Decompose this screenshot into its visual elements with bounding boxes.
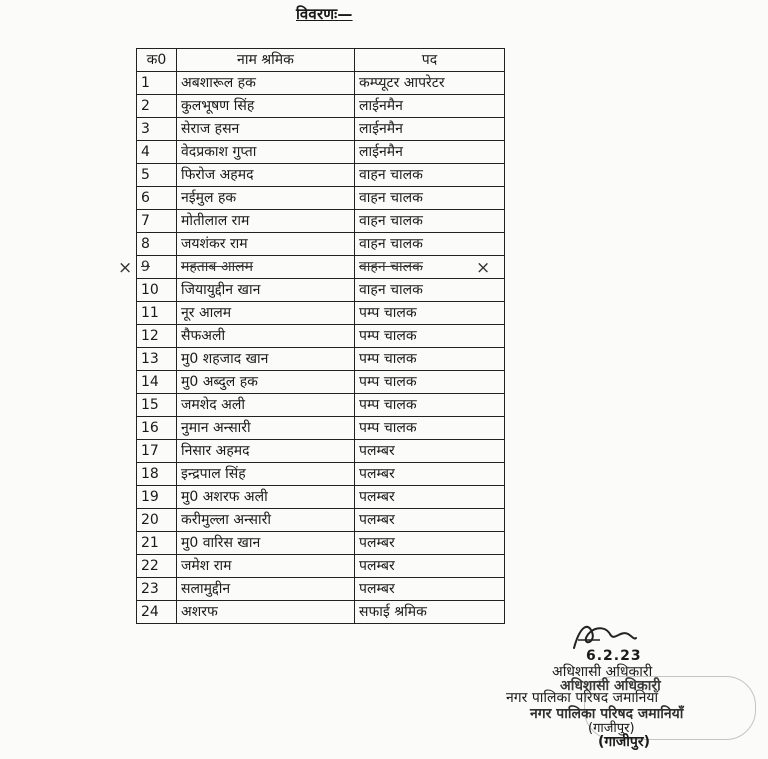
serial-cell: 19 <box>137 486 177 509</box>
serial-cell: 11 <box>137 302 177 325</box>
table-row <box>137 325 505 348</box>
worker-name-cell: अशरफ <box>177 601 355 624</box>
serial-cell: 15 <box>137 394 177 417</box>
signature-date: 6.2.23 <box>586 648 642 664</box>
post-cell: पलम्बर <box>355 486 505 509</box>
table-row <box>137 164 505 187</box>
serial-cell: 16 <box>137 417 177 440</box>
table-row <box>137 187 505 210</box>
stamp-office-line: नगर पालिका परिषद जमानियाँ <box>530 706 684 722</box>
worker-name-cell: सैफअली <box>177 325 355 348</box>
stamp-district-line: (गाजीपुर) <box>598 734 650 750</box>
signature-stamp-block <box>500 618 760 758</box>
serial-cell: 4 <box>137 141 177 164</box>
table-row <box>137 578 505 601</box>
post-cell: पम्प चालक <box>355 302 505 325</box>
post-cell: पलम्बर <box>355 509 505 532</box>
district-line: (गाजीपुर) <box>588 721 635 736</box>
worker-name-cell: नूर आलम <box>177 302 355 325</box>
post-cell: वाहन चालक <box>355 256 505 279</box>
table-row <box>137 302 505 325</box>
header-serial: क0 <box>137 49 177 72</box>
post-cell: वाहन चालक <box>355 279 505 302</box>
worker-name-cell: करीमुल्ला अन्सारी <box>177 509 355 532</box>
worker-name-cell: महताब आलम <box>177 256 355 279</box>
serial-cell: 22 <box>137 555 177 578</box>
stamp-designation-line: अधिशासी अधिकारी <box>560 678 661 694</box>
serial-cell: 24 <box>137 601 177 624</box>
worker-name-cell: सलामुद्दीन <box>177 578 355 601</box>
worker-name-cell: जयशंकर राम <box>177 233 355 256</box>
worker-name-cell: सेराज हसन <box>177 118 355 141</box>
table-row <box>137 555 505 578</box>
header-worker-name: नाम श्रमिक <box>177 49 355 72</box>
post-cell: पलम्बर <box>355 463 505 486</box>
worker-name-cell: जमशेद अली <box>177 394 355 417</box>
serial-cell: 10 <box>137 279 177 302</box>
post-cell: पलम्बर <box>355 532 505 555</box>
worker-name-cell: मोतीलाल राम <box>177 210 355 233</box>
post-cell: पलम्बर <box>355 555 505 578</box>
post-cell: वाहन चालक <box>355 233 505 256</box>
serial-cell: 2 <box>137 95 177 118</box>
table-row <box>137 601 505 624</box>
table-row <box>137 417 505 440</box>
serial-cell: 12 <box>137 325 177 348</box>
table-row <box>137 72 505 95</box>
worker-name-cell: कुलभूषण सिंह <box>177 95 355 118</box>
worker-table <box>136 48 505 624</box>
worker-name-cell: नईमुल हक <box>177 187 355 210</box>
serial-cell: 13 <box>137 348 177 371</box>
worker-name-cell: मु0 अब्दुल हक <box>177 371 355 394</box>
post-cell: लाईनमैन <box>355 118 505 141</box>
post-cell: पम्प चालक <box>355 417 505 440</box>
serial-cell: 6 <box>137 187 177 210</box>
table-row <box>137 371 505 394</box>
post-cell: वाहन चालक <box>355 187 505 210</box>
table-row <box>137 233 505 256</box>
worker-name-cell: इन्द्रपाल सिंह <box>177 463 355 486</box>
serial-cell: 3 <box>137 118 177 141</box>
serial-cell: 7 <box>137 210 177 233</box>
post-cell: सफाई श्रमिक <box>355 601 505 624</box>
table-row <box>137 486 505 509</box>
table-row <box>137 394 505 417</box>
post-cell: पलम्बर <box>355 440 505 463</box>
worker-name-cell: फिरोज अहमद <box>177 164 355 187</box>
serial-cell: 18 <box>137 463 177 486</box>
table-header-row <box>137 49 505 72</box>
header-post: पद <box>355 49 505 72</box>
worker-name-cell: अबशारूल हक <box>177 72 355 95</box>
designation-line: अधिशासी अधिकारी <box>552 664 653 680</box>
worker-name-cell: निसार अहमद <box>177 440 355 463</box>
serial-cell: 1 <box>137 72 177 95</box>
office-line: नगर पालिका परिषद जमानियाँ <box>506 690 659 706</box>
post-cell: लाईनमैन <box>355 141 505 164</box>
table-row <box>137 509 505 532</box>
serial-cell: 5 <box>137 164 177 187</box>
table-row <box>137 95 505 118</box>
table-row <box>137 440 505 463</box>
post-cell: वाहन चालक <box>355 164 505 187</box>
worker-name-cell: वेदप्रकाश गुप्ता <box>177 141 355 164</box>
post-cell: वाहन चालक <box>355 210 505 233</box>
serial-cell: 21 <box>137 532 177 555</box>
table-row <box>137 279 505 302</box>
post-cell: लाईनमैन <box>355 95 505 118</box>
worker-name-cell: मु0 वारिस खान <box>177 532 355 555</box>
post-cell: पम्प चालक <box>355 348 505 371</box>
post-cell: कम्प्यूटर आपरेटर <box>355 72 505 95</box>
post-cell: पम्प चालक <box>355 394 505 417</box>
serial-cell: 8 <box>137 233 177 256</box>
serial-cell: 20 <box>137 509 177 532</box>
post-cell: पम्प चालक <box>355 371 505 394</box>
worker-name-cell: मु0 शहजाद खान <box>177 348 355 371</box>
table-row <box>137 210 505 233</box>
table-row <box>137 118 505 141</box>
serial-cell: 17 <box>137 440 177 463</box>
table-row <box>137 256 505 279</box>
table-body <box>137 72 505 624</box>
table-row <box>137 348 505 371</box>
worker-name-cell: मु0 अशरफ अली <box>177 486 355 509</box>
post-cell: पम्प चालक <box>355 325 505 348</box>
serial-cell: 23 <box>137 578 177 601</box>
table-row <box>137 463 505 486</box>
serial-cell: 9 <box>137 256 177 279</box>
document-heading: विवरणः— <box>296 5 353 23</box>
worker-name-cell: जमेश राम <box>177 555 355 578</box>
cross-mark-left: × <box>118 258 133 278</box>
serial-cell: 14 <box>137 371 177 394</box>
worker-name-cell: नुमान अन्सारी <box>177 417 355 440</box>
cross-mark-right: × <box>476 258 491 278</box>
table-row <box>137 141 505 164</box>
post-cell: पलम्बर <box>355 578 505 601</box>
table-row <box>137 532 505 555</box>
worker-name-cell: जियायुद्दीन खान <box>177 279 355 302</box>
